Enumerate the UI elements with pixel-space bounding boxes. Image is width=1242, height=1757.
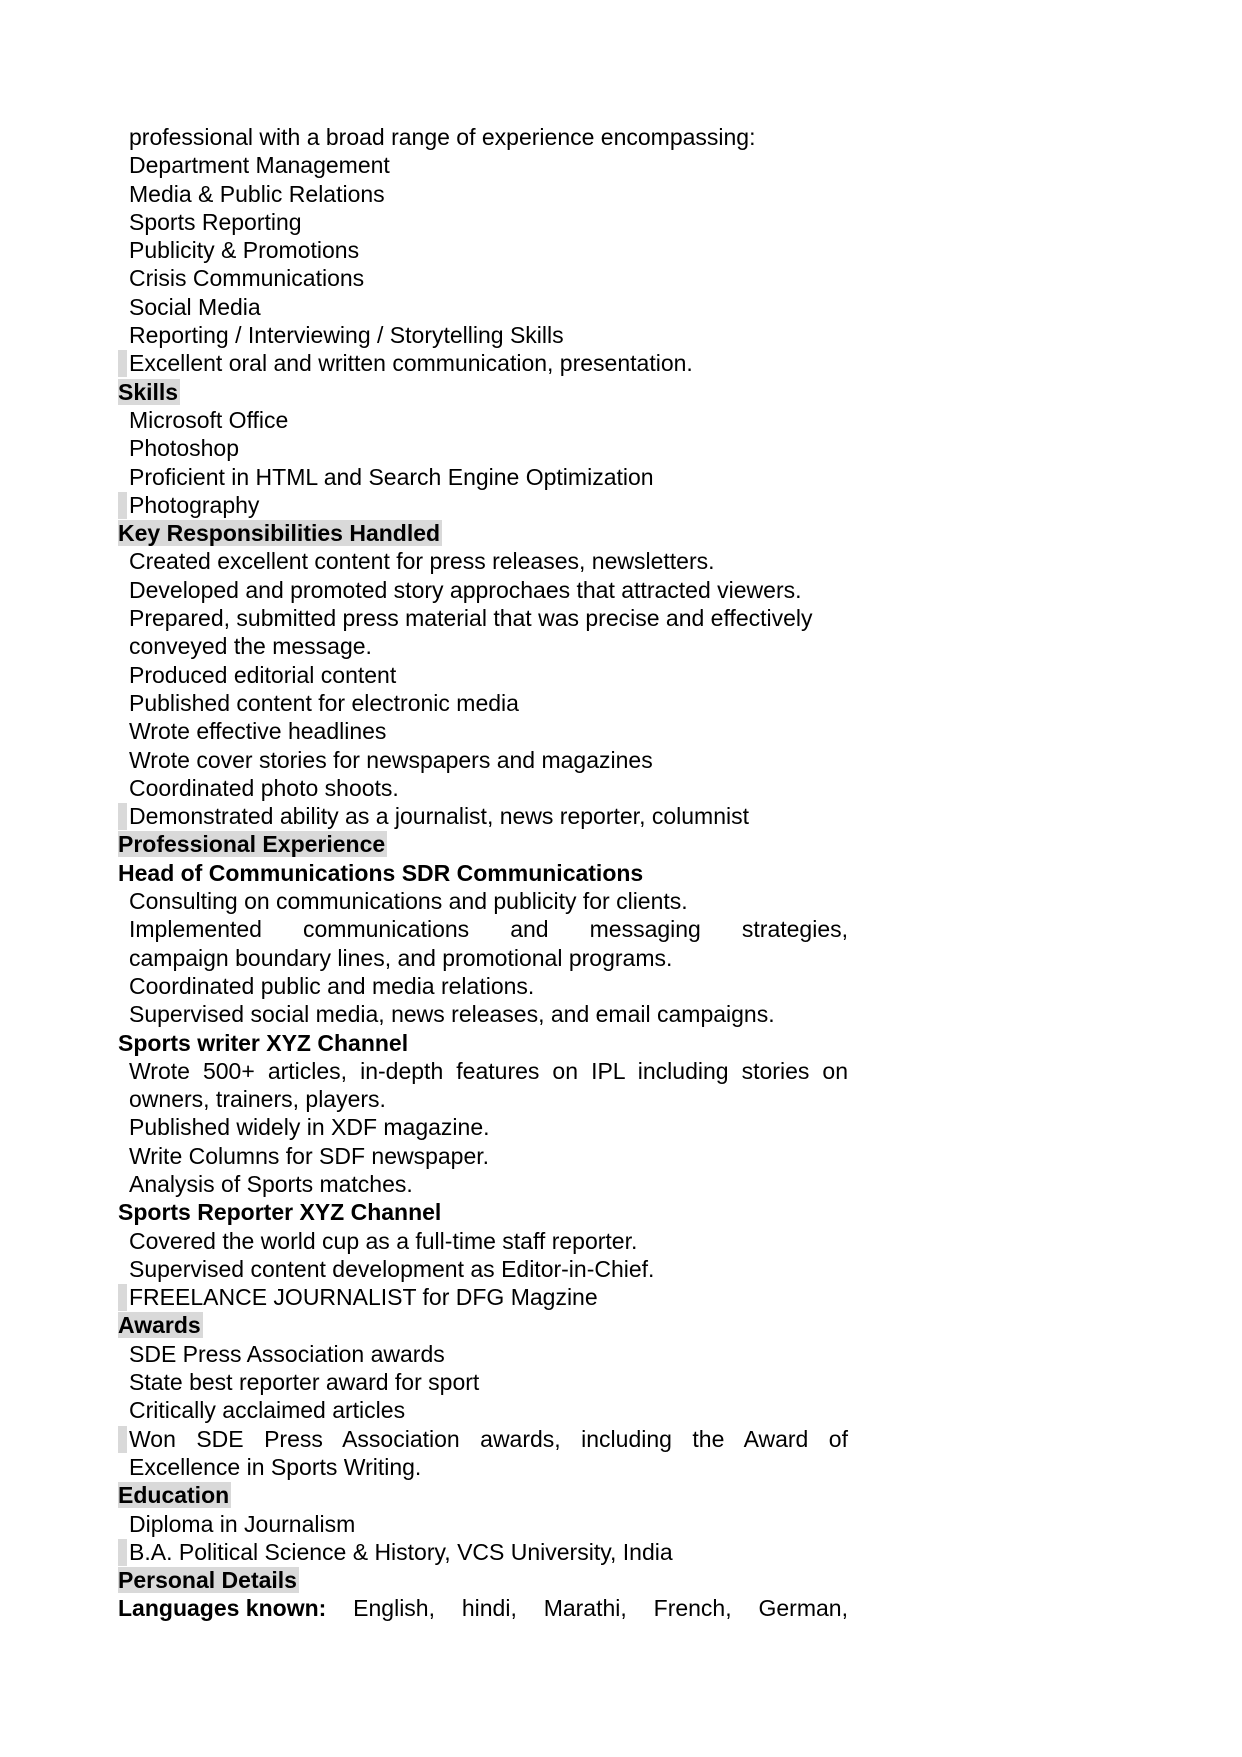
list-item: Supervised content development as Editor-in-Chief. <box>129 1255 655 1282</box>
list-item: campaign boundary lines, and promotional programs. <box>129 944 673 971</box>
list-item: B.A. Political Science & History, VCS University, India <box>118 1538 848 1566</box>
job-title: Sports Reporter XYZ Channel <box>118 1199 442 1226</box>
languages-row <box>118 1594 848 1622</box>
list-item: Wrote cover stories for newspapers and magazines <box>129 746 653 773</box>
language-item: hindi, <box>461 1595 517 1622</box>
list-item: Supervised social media, news releases, and email campaigns. <box>129 1001 775 1028</box>
intro-lead: professional with a broad range of experience encompassing: <box>129 124 756 150</box>
list-item: Diploma in Journalism <box>129 1510 356 1537</box>
section-heading-skills <box>118 378 848 406</box>
list-item: Microsoft Office <box>129 406 289 433</box>
list-item: SDE Press Association awards <box>129 1340 445 1367</box>
job-title: Head of Communications SDR Communications <box>118 859 644 886</box>
section-heading-text: Personal Details <box>118 1567 297 1594</box>
job-title: Sports writer XYZ Channel <box>118 1029 409 1056</box>
section-heading-education <box>118 1481 848 1509</box>
section-heading-experience <box>118 830 848 858</box>
list-item: Developed and promoted story approchaes that attracted viewers. <box>129 576 802 603</box>
list-item: Demonstrated ability as a journalist, news reporter, columnist <box>118 802 848 830</box>
section-heading-personal <box>118 1566 848 1594</box>
section-heading-text: Skills <box>118 378 179 405</box>
list-item: Social Media <box>129 293 261 320</box>
list-item: Analysis of Sports matches. <box>129 1170 413 1197</box>
list-item: Sports Reporting <box>129 208 302 235</box>
list-item: Photoshop <box>129 435 239 462</box>
language-item: French, <box>653 1595 732 1622</box>
language-item: English, <box>353 1595 435 1622</box>
list-item: Prepared, submitted press material that was precise and effectively <box>129 605 813 632</box>
list-item: conveyed the message. <box>129 633 372 660</box>
list-item: FREELANCE JOURNALIST for DFG Magzine <box>118 1283 848 1311</box>
list-item: Covered the world cup as a full-time staff reporter. <box>129 1227 638 1254</box>
list-item: Reporting / Interviewing / Storytelling Skills <box>129 322 564 349</box>
list-item: Produced editorial content <box>129 661 397 688</box>
section-heading-awards <box>118 1311 848 1339</box>
section-heading-text: Education <box>118 1482 230 1509</box>
list-item: Media & Public Relations <box>129 180 385 207</box>
language-item: Marathi, <box>543 1595 627 1622</box>
list-item: Published widely in XDF magazine. <box>129 1114 490 1141</box>
language-item: German, <box>758 1595 848 1622</box>
languages-label: Languages known: <box>118 1595 327 1622</box>
list-item: Coordinated photo shoots. <box>129 774 399 801</box>
list-item: Created excellent content for press releases, newsletters. <box>129 548 715 575</box>
list-item: Proficient in HTML and Search Engine Optimization <box>129 463 654 490</box>
list-item: Crisis Communications <box>129 265 365 292</box>
section-heading-text: Professional Experience <box>118 831 386 858</box>
list-item: Wrote effective headlines <box>129 718 387 745</box>
list-item: Critically acclaimed articles <box>129 1397 406 1424</box>
list-item: Published content for electronic media <box>129 689 519 716</box>
list-item: Coordinated public and media relations. <box>129 972 535 999</box>
list-item: Department Management <box>129 152 390 179</box>
section-heading-text: Awards <box>118 1312 201 1339</box>
list-item: Wrote 500+ articles, in-depth features on IPL including stories on <box>129 1057 848 1084</box>
list-item: Write Columns for SDF newspaper. <box>129 1142 490 1169</box>
list-item: Excellent oral and written communication, presentation. <box>118 349 848 377</box>
section-heading-text: Key Responsibilities Handled <box>118 520 441 547</box>
list-item: Publicity & Promotions <box>129 237 360 264</box>
list-item: Consulting on communications and publicity for clients. <box>129 888 688 915</box>
section-heading-responsibilities <box>118 519 848 547</box>
list-item: Photography <box>118 491 848 519</box>
list-item: Excellence in Sports Writing. <box>129 1453 422 1480</box>
list-item: Won SDE Press Association awards, including the Award of <box>118 1425 848 1453</box>
list-item: Implemented communications and messaging strategies, <box>129 916 848 943</box>
list-item: State best reporter award for sport <box>129 1369 480 1396</box>
list-item: owners, trainers, players. <box>129 1086 386 1113</box>
resume-body <box>118 123 848 1623</box>
